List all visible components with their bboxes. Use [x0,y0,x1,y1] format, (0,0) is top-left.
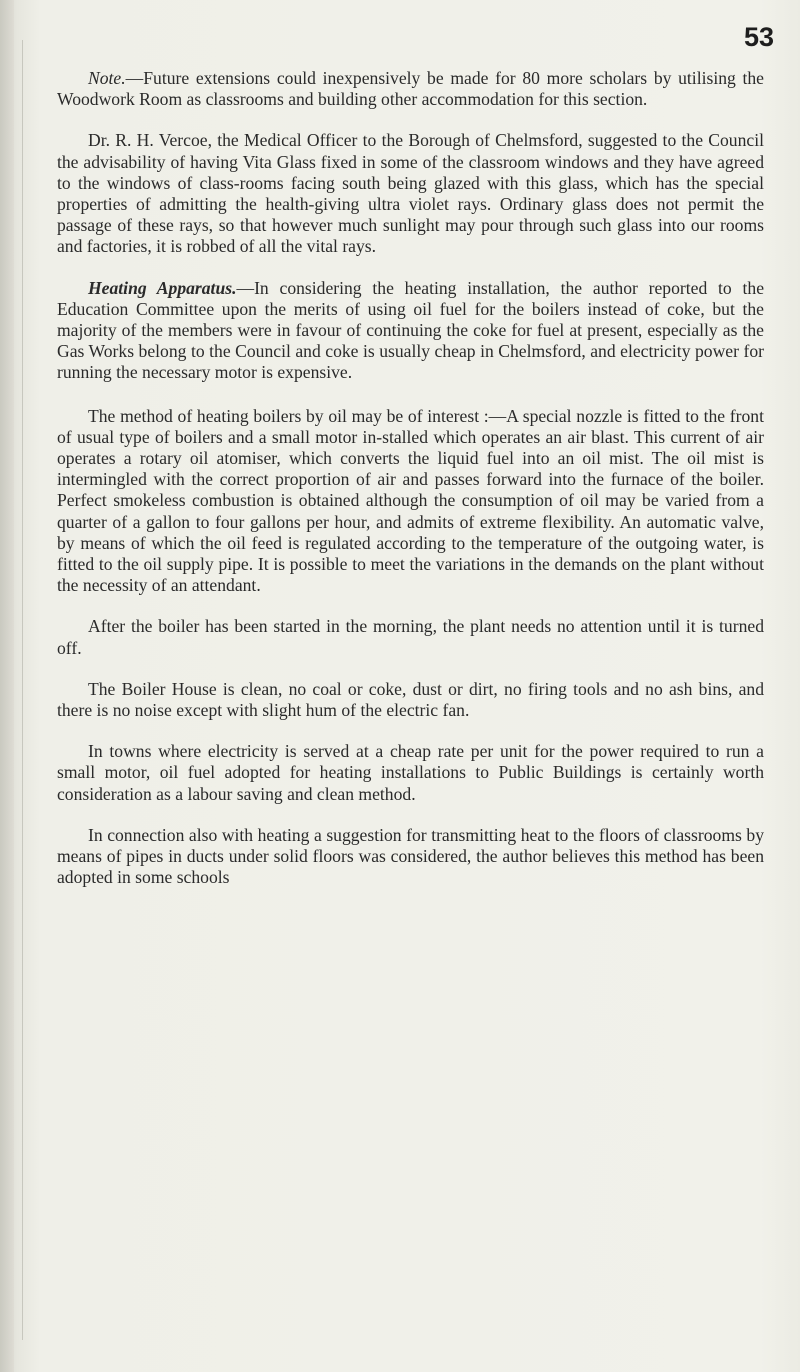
paragraph-text: In towns where electricity is served at a cheap rate per unit for the power required to run a small motor, oil fuel adopted for heating installations to Public Buildings is certainly worth consideration as a labour saving and clean method. [57,741,764,804]
paragraph-electricity [57,741,764,805]
paragraph-text: —In considering the heating installation, the author reported to the Education Committee upon the merits of using oil fuel for the boilers instead of coke, but the majority of the members were in favour of continuing the coke for fuel at present, especially as the Gas Works belong to the Council and coke is usually cheap in Chelmsford, and electricity power for running the necessary motor is expensive. [57,277,765,383]
heading-apparatus-lead: Heating Apparatus. [88,277,237,298]
binding-shadow-line [22,40,23,1340]
body-text [57,68,764,889]
note-lead: Note. [88,68,126,88]
paragraph-text: The Boiler House is clean, no coal or coke, dust or dirt, no firing tools and no ash bins, and there is no noise except with slight hum of the electric fan. [57,678,764,721]
paragraph-boiler-started [57,616,764,658]
paragraph-vita-glass [57,130,764,257]
paragraph-note [57,68,764,110]
page-number: 53 [743,22,774,52]
paragraph-boiler-house [57,679,764,721]
paragraph-text: In connection also with heating a suggestion for transmitting heat to the floors of classrooms by means of pipes in ducts under solid floors was considered, the author believes this method has been adopted in some schools [57,824,764,888]
paragraph-text: —Future extensions could inexpensively be made for 80 more scholars by utilising the Woodwork Room as classrooms and building other accommodation for this section. [57,68,764,110]
paragraph-heating-apparatus [57,278,764,384]
paragraph-text: After the boiler has been started in the morning, the plant needs no attention until it is turned off. [57,616,764,658]
paragraph-text: Dr. R. H. Vercoe, the Medical Officer to the Borough of Chelmsford, suggested to the Council the advisability of having Vita Glass fixed in some of the classroom windows and they have agreed to the windows of class-rooms facing south being glazed with this glass, which has the special properties of admitting the health-giving ultra violet rays. Ordinary glass does not permit the passage of these rays, so that however much sunlight may pour through such glass into our rooms and factories, it is robbed of all the vital rays. [57,130,764,257]
paragraph-floor-heating [57,825,764,889]
paragraph-oil-method [57,406,764,597]
binding-edge [0,0,14,1372]
paragraph-text: The method of heating boilers by oil may be of interest :—A special nozzle is fitted to the front of usual type of boilers and a small motor in-stalled which operates an air blast. This current of air operates a rotary oil atomiser, which converts the liquid fuel into an oil mist. The oil mist is intermingled with the correct proportion of air and passes forward into the furnace of the boiler. Perfect smokeless combustion is obtained although the consumption of oil may be varied from a quarter of a gallon to four gallons per hour, and admits of extreme flexibility. An automatic valve, by means of which the oil feed is regulated according to the temperature of the outgoing water, is fitted to the oil supply pipe. It is possible to meet the variations in the demands on the plant without the necessity of an attendant. [57,405,764,596]
